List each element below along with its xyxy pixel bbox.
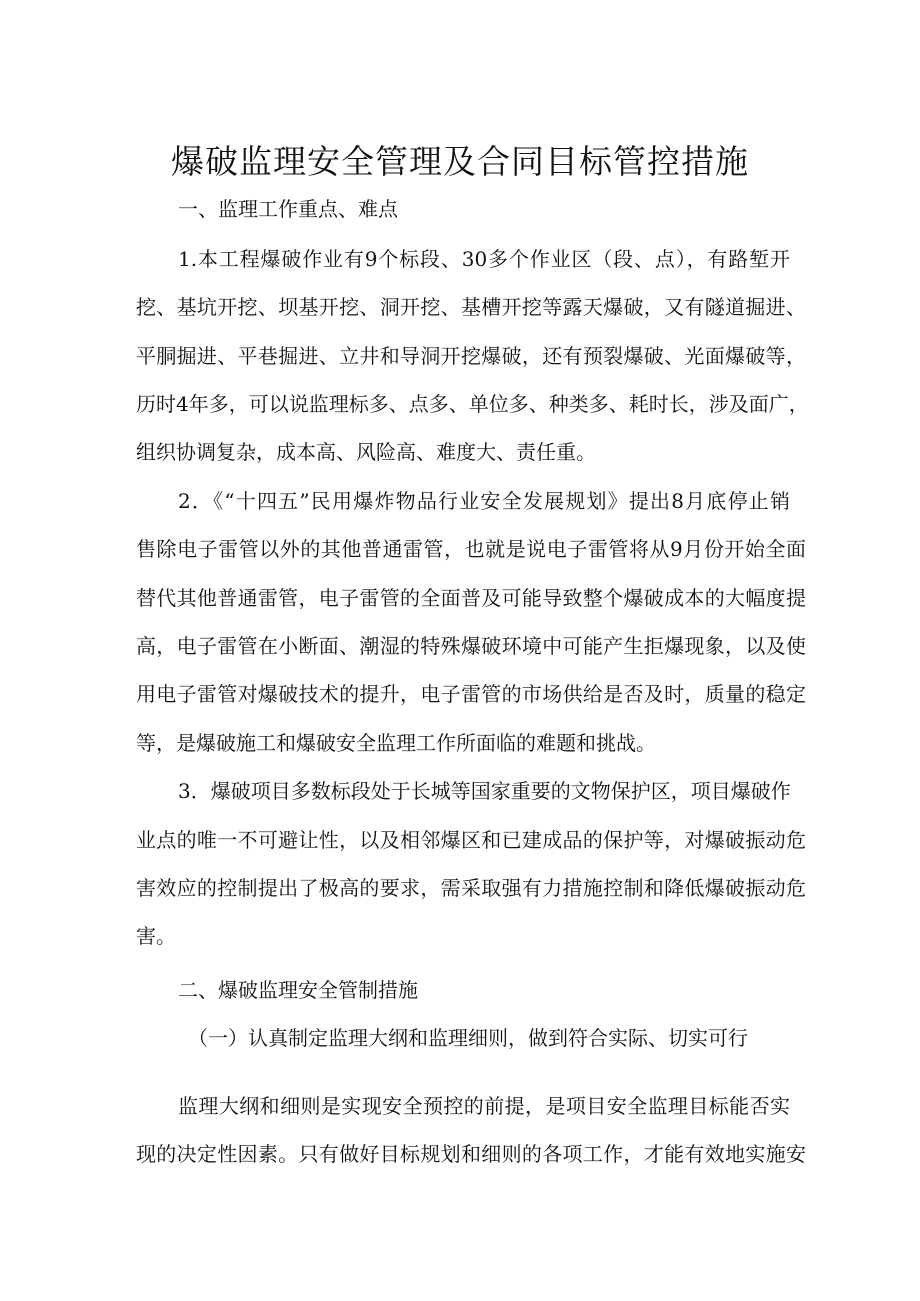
paragraph-2-line-3: 替代其他普通雷管，电子雷管的全面普及可能导致整个爆破成本的大幅度提 [136,586,806,610]
section-1-heading: 一、监理工作重点、难点 [178,197,398,221]
document-title: 爆破监理安全管理及合同目标管控措施 [171,142,749,182]
paragraph-1-line-2: 挖、基坑开挖、坝基开挖、洞开挖、基槽开挖等露天爆破，又有隧道掘进、 [136,295,806,319]
paragraph-1-line-1: 1.本工程爆破作业有9个标段、30多个作业区（段、点），有路堑开 [178,247,790,271]
paragraph-3-line-4: 害。 [136,924,176,948]
paragraph-3-line-3: 害效应的控制提出了极高的要求，需采取强有力措施控制和降低爆破振动危 [136,876,806,900]
paragraph-3-line-1: 3．爆破项目多数标段处于长城等国家重要的文物保护区，项目爆破作 [178,779,791,803]
paragraph-4-line-1: 监理大纲和细则是实现安全预控的前提，是项目安全监理目标能否实 [178,1094,790,1118]
paragraph-1-line-3: 平胴掘进、平巷掘进、立井和导洞开挖爆破，还有预裂爆破、光面爆破等， [136,344,806,368]
subsection-1-heading: （一）认真制定监理大纲和监理细则，做到符合实际、切实可行 [188,1026,748,1050]
paragraph-2-line-1: 2．《“十四五”民用爆炸物品行业安全发展规划》提出8月底停止销 [178,489,790,513]
paragraph-2-line-2: 售除电子雷管以外的其他普通雷管，也就是说电子雷管将从9月份开始全面 [136,537,806,561]
paragraph-2-line-6: 等，是爆破施工和爆破安全监理工作所面临的难题和挑战。 [136,731,656,755]
paragraph-1-line-5: 组织协调复杂，成本高、风险高、难度大、责任重。 [136,440,596,464]
paragraph-2-line-4: 高，电子雷管在小断面、潮湿的特殊爆破环境中可能产生拒爆现象，以及使 [136,634,806,658]
paragraph-1-line-4: 历时4年多，可以说监理标多、点多、单位多、种类多、耗时长，涉及面广， [136,392,809,416]
paragraph-3-line-2: 业点的唯一不可避让性，以及相邻爆区和已建成品的保护等，对爆破振动危 [136,828,806,852]
section-2-heading: 二、爆破监理安全管制措施 [178,978,418,1002]
paragraph-2-line-5: 用电子雷管对爆破技术的提升，电子雷管的市场供给是否及时，质量的稳定 [136,682,806,706]
paragraph-4-line-2: 现的决定性因素。只有做好目标规划和细则的各项工作，才能有效地实施安 [136,1142,806,1166]
